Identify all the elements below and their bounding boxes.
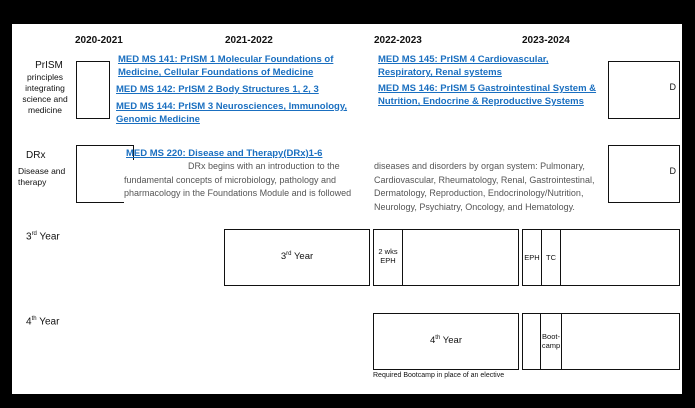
drx-sublabel: Disease and therapy bbox=[18, 166, 66, 187]
fourth-year-label bbox=[26, 316, 59, 327]
year-header-2021: 2021-2022 bbox=[225, 35, 273, 46]
prism-label: PrISM bbox=[35, 60, 63, 71]
drx-box-2023 bbox=[608, 145, 680, 203]
bootcamp-text: Boot-camp bbox=[541, 332, 561, 350]
fourth-year-num: 4 bbox=[26, 316, 32, 328]
drx-desc-line-1: DRx begins with an introduction to the bbox=[188, 161, 340, 171]
third-box-word: Year bbox=[293, 251, 314, 263]
link-med-ms-142[interactable]: MED MS 142: PrISM 2 Body Structures 1, 2, 3 bbox=[116, 84, 319, 95]
third-box-num: 3 bbox=[280, 251, 287, 263]
year-header-2020: 2020-2021 bbox=[75, 35, 123, 46]
prism-box-2023 bbox=[608, 61, 680, 119]
third-year-sup: rd bbox=[31, 231, 37, 237]
bootcamp-cell bbox=[540, 313, 562, 370]
prism-box-2020 bbox=[76, 61, 110, 119]
fourth-box-num: 4 bbox=[430, 335, 436, 347]
third-year-num: 3 bbox=[26, 231, 32, 243]
year-header-2023: 2023-2024 bbox=[522, 35, 570, 46]
third-year-label bbox=[26, 231, 60, 242]
third-year-word: Year bbox=[39, 231, 60, 243]
drx-desc-right-line-4: Neurology, Psychiatry, Oncology, and Hematology. bbox=[374, 201, 575, 212]
drx-desc-right-line-2: Cardiovascular, Rheumatology, Renal, Gastrointestinal, bbox=[374, 174, 595, 185]
fourth-year-box bbox=[373, 313, 519, 370]
third-box-sup: rd bbox=[286, 251, 292, 257]
link-med-ms-144[interactable]: MED MS 144: PrISM 3 Neurosciences, Immunology, Genomic Medicine bbox=[116, 100, 356, 126]
drx-label: DRx bbox=[26, 150, 46, 161]
link-med-ms-220[interactable]: MED MS 220: Disease and Therapy(DRx)1-6 bbox=[126, 148, 323, 159]
drx-box-2023-text: D bbox=[669, 166, 676, 176]
curriculum-timeline bbox=[12, 24, 682, 394]
link-med-ms-146[interactable]: MED MS 146: PrISM 5 Gastrointestinal System & Nutrition, Endocrine & Reproductive Systems bbox=[378, 83, 597, 107]
drx-desc-line-3: pharmacology in the Foundations Module and is followed bbox=[124, 188, 352, 198]
third-year-box-2022 bbox=[373, 229, 519, 286]
bootcamp-note: Required Bootcamp in place of an elective bbox=[373, 372, 505, 379]
tc-cell-2023 bbox=[541, 229, 561, 286]
drx-description-right bbox=[374, 160, 606, 212]
eph-2022-text: 2 wks EPH bbox=[378, 247, 398, 265]
fourth-box-word: Year bbox=[442, 335, 462, 347]
drx-desc-right-line-3: Dermatology, Reproduction, Endocrinology/Nutrition, bbox=[374, 188, 584, 198]
fourth-year-word: Year bbox=[39, 316, 60, 328]
year-header-2022: 2022-2023 bbox=[374, 35, 422, 46]
third-year-box bbox=[224, 229, 370, 286]
fourth-year-box-2023 bbox=[522, 313, 680, 370]
link-med-ms-141[interactable]: MED MS 141: PrISM 1 Molecular Foundations of Medicine, Cellular Foundations of Medicine bbox=[118, 53, 340, 79]
third-year-box-2023 bbox=[522, 229, 680, 286]
prism-sublabel: principles integrating science and medicine bbox=[22, 72, 68, 115]
drx-desc-right-line-1: diseases and disorders by organ system: Pulmonary, bbox=[374, 161, 585, 171]
fourth-year-sup: th bbox=[31, 316, 37, 322]
tc-text: TC bbox=[546, 253, 556, 262]
prism-box-2023-text: D bbox=[669, 82, 676, 92]
eph-cell-2022 bbox=[373, 229, 403, 286]
link-med-ms-145[interactable]: MED MS 145: PrISM 4 Cardiovascular, Respiratory, Renal systems bbox=[378, 53, 598, 79]
eph-cell-2023 bbox=[522, 229, 542, 286]
eph-2023-text: EPH bbox=[524, 253, 540, 262]
fourth-box-sup: th bbox=[435, 335, 441, 341]
drx-desc-line-2: fundamental concepts of microbiology, pathology and bbox=[124, 174, 336, 185]
drx-description bbox=[124, 160, 362, 206]
